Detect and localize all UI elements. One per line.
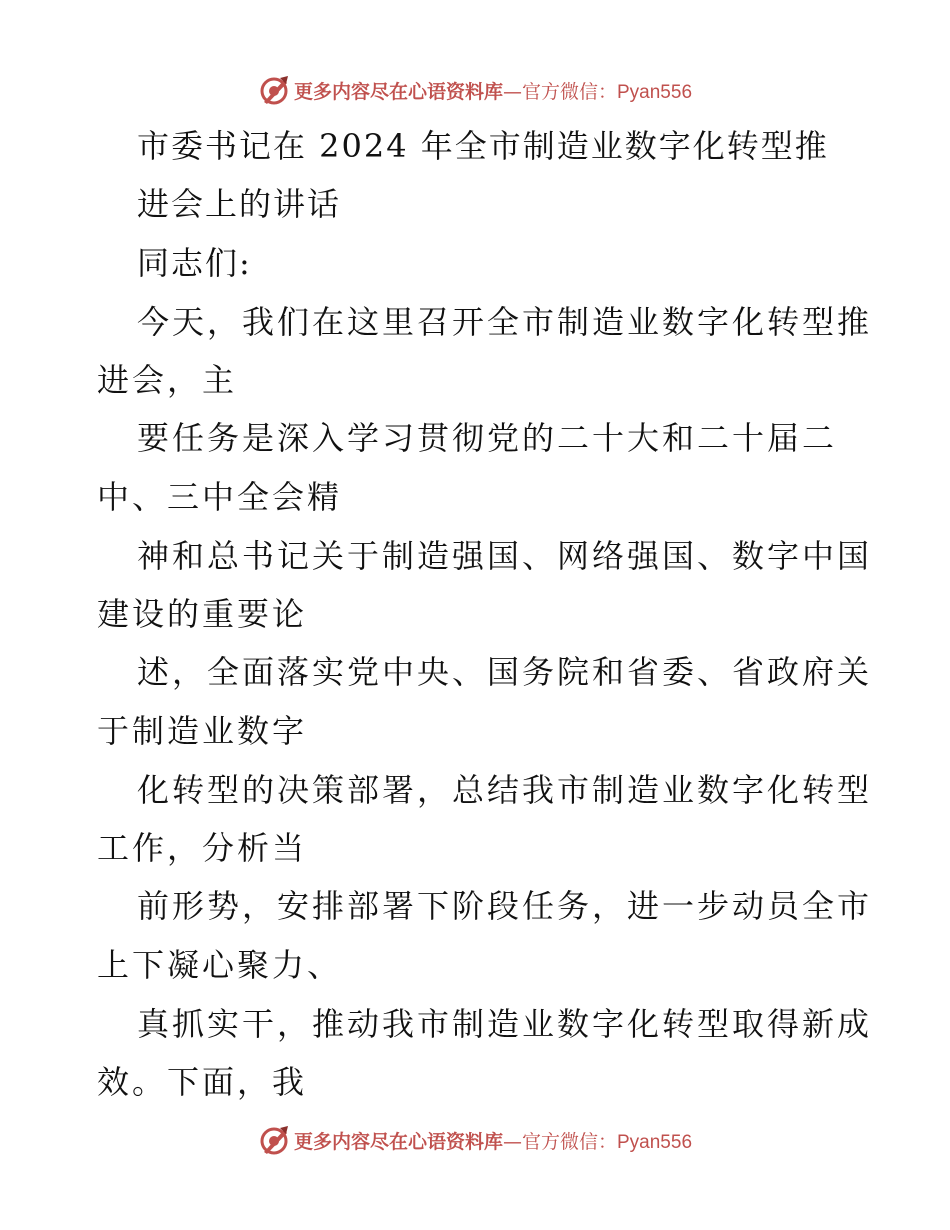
banner-handle: Pyan556 <box>617 81 693 103</box>
document-title-line-2: 进会上的讲话 <box>137 185 342 223</box>
body-line: 神和总书记关于制造强国、网络强国、数字中国 <box>137 537 873 575</box>
salutation: 同志们: <box>137 244 252 282</box>
banner-wechat-label: 官方微信： <box>521 1130 617 1153</box>
body-line: 化转型的决策部署，总结我市制造业数字化转型 <box>137 771 873 809</box>
body-line: 进会，主 <box>97 361 238 399</box>
footer-banner <box>0 1120 950 1160</box>
header-banner <box>0 70 950 110</box>
body-line: 述，全面落实党中央、国务院和省委、省政府关 <box>137 653 873 691</box>
banner-wechat-label: 官方微信： <box>521 80 617 103</box>
banner-handle: Pyan556 <box>617 1131 693 1153</box>
body-line: 要任务是深入学习贯彻党的二十大和二十届二 <box>137 419 838 457</box>
body-line: 工作，分析当 <box>97 829 308 867</box>
banner-separator: — <box>502 80 522 103</box>
banner-bold-text: 更多内容尽在心语资料库 <box>293 80 503 103</box>
body-line: 真抓实干，推动我市制造业数字化转型取得新成 <box>137 1005 873 1043</box>
banner-text <box>294 1127 692 1154</box>
banner-separator: — <box>502 1130 522 1153</box>
body-line: 于制造业数字 <box>97 712 308 750</box>
document-title-line-1: 市委书记在 2024 年全市制造业数字化转型推 <box>137 127 829 165</box>
banner-text <box>294 77 692 104</box>
body-line: 上下凝心聚力、 <box>97 946 343 984</box>
quill-seal-icon <box>258 74 290 106</box>
banner-bold-text: 更多内容尽在心语资料库 <box>293 1130 503 1153</box>
quill-seal-icon <box>258 1124 290 1156</box>
body-line: 中、三中全会精 <box>97 478 343 516</box>
body-line: 今天，我们在这里召开全市制造业数字化转型推 <box>137 303 873 341</box>
body-line: 建设的重要论 <box>97 595 308 633</box>
body-line: 效。下面，我 <box>97 1063 308 1101</box>
body-line: 前形势，安排部署下阶段任务，进一步动员全市 <box>137 887 873 925</box>
